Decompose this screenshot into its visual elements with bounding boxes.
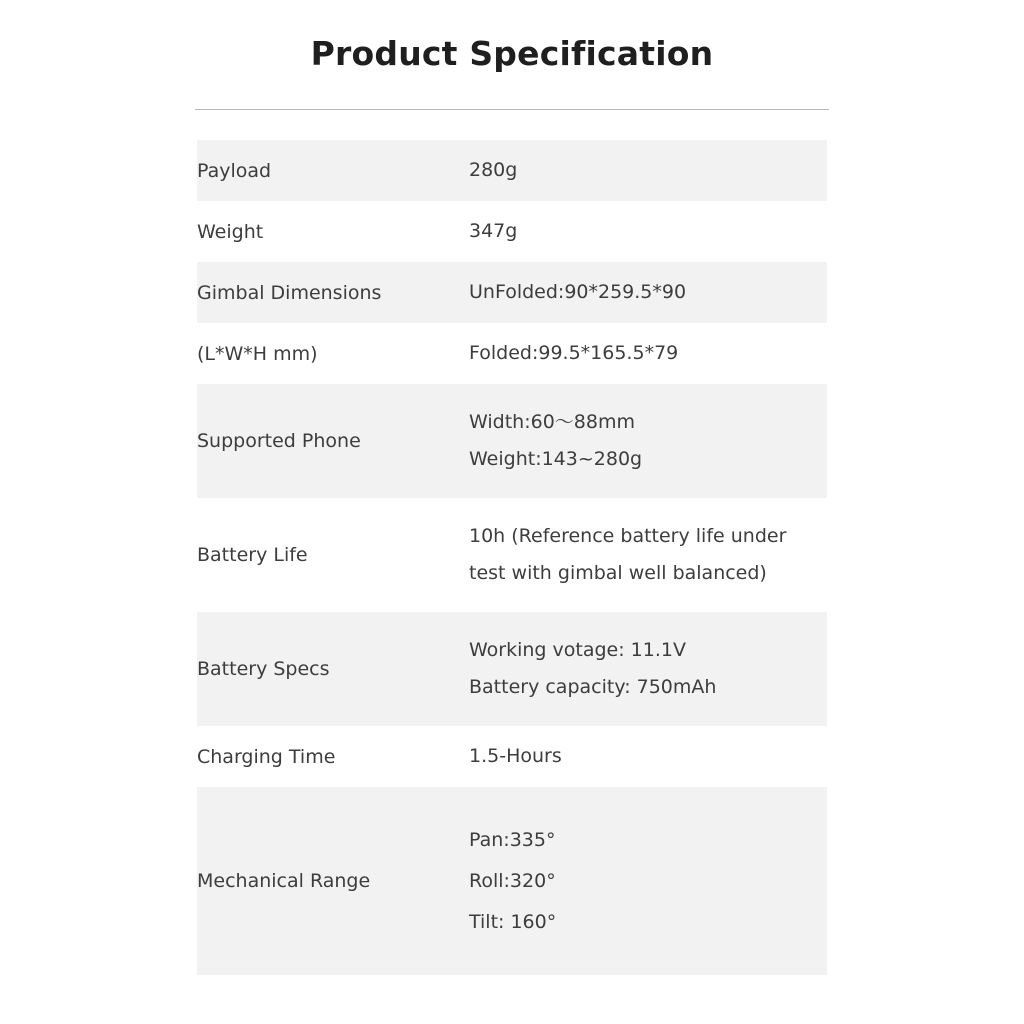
spec-value: [469, 498, 827, 612]
spec-value: [469, 323, 827, 384]
page-title: Product Specification: [310, 34, 714, 73]
spec-label: Mechanical Range: [197, 870, 371, 892]
spec-value-line: Tilt: 160°: [469, 910, 557, 933]
spec-value: [469, 787, 827, 975]
spec-value-line: Battery capacity: 750mAh: [469, 676, 717, 698]
spec-value-line: Width:60〜88mm: [469, 411, 635, 433]
spec-label: Payload: [197, 159, 272, 182]
spec-value: [469, 726, 827, 787]
table-row: [197, 201, 827, 262]
spec-label: Gimbal Dimensions: [197, 281, 382, 304]
spec-value-line: Working votage: 11.1V: [469, 639, 686, 661]
spec-label: (L*W*H mm): [197, 342, 318, 365]
spec-value-line: Roll:320°: [469, 869, 556, 892]
spec-label: Charging Time: [197, 745, 336, 768]
spec-value: [469, 262, 827, 323]
spec-value-line: 1.5-Hours: [469, 745, 562, 767]
spec-label: Weight: [197, 220, 264, 243]
spec-value-line: 280g: [469, 159, 518, 181]
spec-label: Battery Specs: [197, 658, 330, 680]
spec-value-line: test with gimbal well balanced): [469, 562, 767, 584]
table-row: [197, 323, 827, 384]
table-row: [197, 612, 827, 726]
spec-value-line: Pan:335°: [469, 828, 556, 851]
table-row: [197, 384, 827, 498]
spec-value: [469, 384, 827, 498]
specification-table: [197, 140, 827, 975]
spec-value-line: Weight:143~280g: [469, 448, 643, 470]
table-row: [197, 726, 827, 787]
spec-value-line: 10h (Reference battery life under: [469, 525, 787, 547]
spec-value: [469, 201, 827, 262]
spec-label: Supported Phone: [197, 430, 361, 452]
table-row: [197, 262, 827, 323]
title-divider: [195, 109, 829, 110]
spec-label: Battery Life: [197, 544, 308, 566]
spec-value: [469, 612, 827, 726]
spec-value-line: 347g: [469, 220, 518, 242]
table-row: [197, 498, 827, 612]
table-row: [197, 140, 827, 201]
table-row: [197, 787, 827, 975]
spec-value-line: UnFolded:90*259.5*90: [469, 281, 687, 303]
spec-value-line: Folded:99.5*165.5*79: [469, 342, 679, 364]
spec-value: [469, 140, 827, 201]
